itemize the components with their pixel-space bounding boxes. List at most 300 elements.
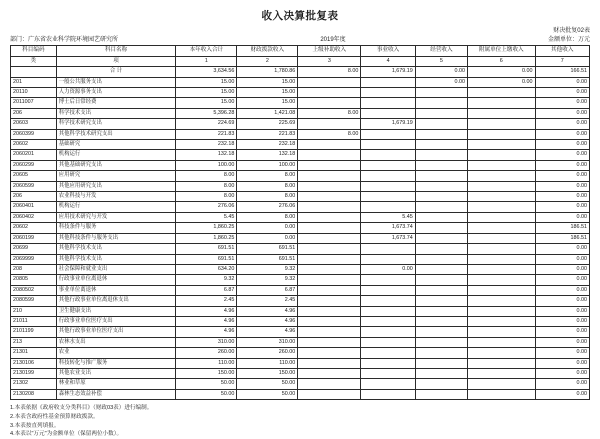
note-4: 4.本表以"万元"为金额单位（保留两位小数）。 — [10, 431, 123, 438]
table-row — [11, 88, 590, 98]
table-row — [11, 389, 590, 399]
table-body — [11, 67, 590, 400]
cell-total: 150.00 — [176, 368, 237, 378]
meta-year: 2019年度 — [320, 36, 346, 43]
header-col-superior: 上级补助收入 — [298, 46, 361, 56]
cell-other: 0.00 — [535, 140, 590, 150]
cell-superior — [298, 160, 361, 170]
cell-affiliate — [468, 129, 535, 139]
cell-operating — [415, 98, 467, 108]
cell-other: 0.00 — [535, 306, 590, 316]
cell-business — [361, 192, 415, 202]
cell-fiscal: 232.18 — [237, 140, 298, 150]
cell-superior — [298, 119, 361, 129]
colnum-6: 6 — [468, 56, 535, 66]
cell-name: 卫生健康支出 — [56, 306, 176, 316]
cell-superior: 8.00 — [298, 108, 361, 118]
table-row — [11, 150, 590, 160]
cell-superior — [298, 212, 361, 222]
cell-fiscal: 691.51 — [237, 254, 298, 264]
cell-other: 0.00 — [535, 98, 590, 108]
cell-other: 0.00 — [535, 389, 590, 399]
cell-other: 0.00 — [535, 348, 590, 358]
cell-affiliate — [468, 202, 535, 212]
cell-total: 110.00 — [176, 358, 237, 368]
cell-operating — [415, 389, 467, 399]
cell-fiscal: 4.96 — [237, 316, 298, 326]
cell-operating — [415, 327, 467, 337]
cell-code: 2011007 — [11, 98, 57, 108]
cell-total: 15.00 — [176, 77, 237, 87]
cell-code: 21301 — [11, 348, 57, 358]
cell-code: 206 — [11, 192, 57, 202]
cell-operating — [415, 306, 467, 316]
cell-business — [361, 348, 415, 358]
cell-affiliate — [468, 98, 535, 108]
cell-other: 0.00 — [535, 202, 590, 212]
meta-form-code: 财决批复02表 — [553, 28, 590, 34]
cell-business — [361, 358, 415, 368]
cell-business: 1,679.19 — [361, 67, 415, 77]
cell-operating — [415, 233, 467, 243]
cell-other: 0.00 — [535, 275, 590, 285]
cell-other: 0.00 — [535, 212, 590, 222]
colnum-5: 5 — [415, 56, 467, 66]
cell-name: 其他科学技术支出 — [56, 244, 176, 254]
cell-other: 0.00 — [535, 244, 590, 254]
cell-name: 应用技术研究与开发 — [56, 212, 176, 222]
cell-operating — [415, 212, 467, 222]
cell-name: 一般公共服务支出 — [56, 77, 176, 87]
cell-business — [361, 327, 415, 337]
cell-affiliate — [468, 358, 535, 368]
cell-operating — [415, 264, 467, 274]
cell-affiliate — [468, 181, 535, 191]
cell-business — [361, 389, 415, 399]
header-col-fiscal: 财政拨款收入 — [237, 46, 298, 56]
cell-superior — [298, 233, 361, 243]
cell-code: 2130208 — [11, 389, 57, 399]
cell-operating — [415, 244, 467, 254]
cell-operating — [415, 119, 467, 129]
cell-superior — [298, 202, 361, 212]
cell-fiscal: 225.69 — [237, 119, 298, 129]
cell-operating — [415, 192, 467, 202]
cell-total: 15.00 — [176, 98, 237, 108]
table-row — [11, 108, 590, 118]
table-row — [11, 368, 590, 378]
cell-other: 0.00 — [535, 379, 590, 389]
cell-affiliate — [468, 316, 535, 326]
cell-superior — [298, 88, 361, 98]
table-row — [11, 171, 590, 181]
cell-business — [361, 368, 415, 378]
meta-form-info — [548, 27, 590, 44]
meta-department: 部门：广东省农业科学院环境园艺研究所 — [10, 36, 119, 43]
cell-name: 基础研究 — [56, 140, 176, 150]
header-col-total: 本年收入合计 — [176, 46, 237, 56]
cell-fiscal: 9.32 — [237, 264, 298, 274]
cell-affiliate — [468, 348, 535, 358]
cell-name: 其他行政事业单位医疗支出 — [56, 327, 176, 337]
cell-code: 20603 — [11, 119, 57, 129]
cell-name: 其他应用研究支出 — [56, 181, 176, 191]
cell-affiliate — [468, 275, 535, 285]
cell-name: 其他农业支出 — [56, 368, 176, 378]
cell-business — [361, 129, 415, 139]
cell-code: 20605 — [11, 171, 57, 181]
cell-business — [361, 77, 415, 87]
cell-affiliate — [468, 171, 535, 181]
cell-total: 276.06 — [176, 202, 237, 212]
table-row — [11, 160, 590, 170]
cell-code: 208 — [11, 264, 57, 274]
cell-business — [361, 379, 415, 389]
cell-operating — [415, 379, 467, 389]
cell-fiscal: 150.00 — [237, 368, 298, 378]
cell-fiscal: 0.00 — [237, 233, 298, 243]
note-2: 2.本表含政府性基金预算财政拨款。 — [10, 413, 99, 420]
cell-other: 0.00 — [535, 181, 590, 191]
cell-operating — [415, 160, 467, 170]
table-row — [11, 264, 590, 274]
note-3: 3.本表按直列填报。 — [10, 422, 60, 429]
table-row — [11, 285, 590, 295]
cell-total: 691.51 — [176, 244, 237, 254]
cell-superior: 8.00 — [298, 67, 361, 77]
cell-affiliate — [468, 244, 535, 254]
table-row — [11, 306, 590, 316]
cell-fiscal: 310.00 — [237, 337, 298, 347]
cell-name: 科技条件与服务 — [56, 223, 176, 233]
cell-fiscal: 50.00 — [237, 389, 298, 399]
cell-total: 9.32 — [176, 275, 237, 285]
cell-code: 20699 — [11, 244, 57, 254]
cell-affiliate — [468, 160, 535, 170]
cell-code: 201 — [11, 77, 57, 87]
cell-name: 其他科学技术研究支出 — [56, 129, 176, 139]
cell-fiscal: 8.00 — [237, 171, 298, 181]
cell-code — [11, 67, 57, 77]
cell-business — [361, 337, 415, 347]
cell-name: 合 计 — [56, 67, 176, 77]
cell-business: 1,673.74 — [361, 233, 415, 243]
table-row — [11, 316, 590, 326]
cell-name: 其他科学技术支出 — [56, 254, 176, 264]
cell-total: 100.00 — [176, 160, 237, 170]
cell-superior — [298, 244, 361, 254]
cell-code: 210 — [11, 306, 57, 316]
table-row — [11, 233, 590, 243]
table-row — [11, 129, 590, 139]
table-row — [11, 192, 590, 202]
cell-other: 0.00 — [535, 368, 590, 378]
cell-superior: 8.00 — [298, 129, 361, 139]
table-row — [11, 254, 590, 264]
cell-fiscal: 9.32 — [237, 275, 298, 285]
note-1: 1.本表依据《政府收支分类科目》（财政03表）进行编制。 — [10, 405, 153, 412]
table-row — [11, 358, 590, 368]
table-row — [11, 379, 590, 389]
cell-business: 5.45 — [361, 212, 415, 222]
header-col-code: 科目编码 — [11, 46, 57, 56]
table-row — [11, 98, 590, 108]
cell-other: 0.00 — [535, 285, 590, 295]
cell-superior — [298, 337, 361, 347]
cell-affiliate: 0.00 — [468, 67, 535, 77]
cell-other: 0.00 — [535, 129, 590, 139]
cell-business — [361, 296, 415, 306]
cell-operating — [415, 316, 467, 326]
table-row — [11, 348, 590, 358]
cell-business: 1,673.74 — [361, 223, 415, 233]
cell-name: 社会保障和就业支出 — [56, 264, 176, 274]
cell-business — [361, 316, 415, 326]
cell-code: 20110 — [11, 88, 57, 98]
cell-code: 21011 — [11, 316, 57, 326]
cell-code: 2130199 — [11, 368, 57, 378]
cell-superior — [298, 379, 361, 389]
cell-code: 2069999 — [11, 254, 57, 264]
header-col-name: 科目名称 — [56, 46, 176, 56]
cell-business — [361, 150, 415, 160]
table-row — [11, 140, 590, 150]
cell-superior — [298, 348, 361, 358]
cell-affiliate — [468, 379, 535, 389]
cell-total: 260.00 — [176, 348, 237, 358]
cell-fiscal: 6.87 — [237, 285, 298, 295]
cell-code: 213 — [11, 337, 57, 347]
cell-other: 0.00 — [535, 150, 590, 160]
colnum-1: 1 — [176, 56, 237, 66]
cell-operating — [415, 140, 467, 150]
page-title: 收入决算批复表 — [261, 11, 339, 22]
cell-other: 0.00 — [535, 171, 590, 181]
revenue-table — [10, 45, 590, 400]
cell-code: 2101199 — [11, 327, 57, 337]
cell-operating — [415, 337, 467, 347]
cell-operating — [415, 150, 467, 160]
header-col-operating: 经营收入 — [415, 46, 467, 56]
cell-fiscal: 8.00 — [237, 181, 298, 191]
cell-affiliate — [468, 223, 535, 233]
cell-operating — [415, 368, 467, 378]
cell-operating — [415, 108, 467, 118]
cell-name: 森林生态效益补偿 — [56, 389, 176, 399]
cell-superior — [298, 296, 361, 306]
cell-code: 2080502 — [11, 285, 57, 295]
cell-affiliate — [468, 285, 535, 295]
cell-operating — [415, 171, 467, 181]
cell-total: 132.18 — [176, 150, 237, 160]
cell-operating — [415, 181, 467, 191]
cell-superior — [298, 98, 361, 108]
cell-business — [361, 140, 415, 150]
table-row — [11, 212, 590, 222]
cell-affiliate — [468, 88, 535, 98]
cell-business — [361, 254, 415, 264]
cell-other: 0.00 — [535, 358, 590, 368]
cell-total: 50.00 — [176, 379, 237, 389]
cell-superior — [298, 192, 361, 202]
cell-superior — [298, 275, 361, 285]
cell-name: 科技转化与推广服务 — [56, 358, 176, 368]
cell-operating — [415, 202, 467, 212]
cell-operating — [415, 348, 467, 358]
cell-total: 15.00 — [176, 88, 237, 98]
cell-other: 186.51 — [535, 223, 590, 233]
colnum-3: 3 — [298, 56, 361, 66]
cell-superior — [298, 327, 361, 337]
table-row — [11, 67, 590, 77]
cell-total: 5.45 — [176, 212, 237, 222]
cell-other: 0.00 — [535, 254, 590, 264]
cell-total: 8.00 — [176, 181, 237, 191]
cell-name: 机构运行 — [56, 150, 176, 160]
cell-superior — [298, 254, 361, 264]
cell-affiliate — [468, 296, 535, 306]
table-row — [11, 77, 590, 87]
cell-superior — [298, 285, 361, 295]
cell-fiscal: 1,780.86 — [237, 67, 298, 77]
cell-business — [361, 88, 415, 98]
cell-name: 博士后日常经费 — [56, 98, 176, 108]
cell-operating: 0.00 — [415, 67, 467, 77]
cell-fiscal: 260.00 — [237, 348, 298, 358]
cell-superior — [298, 181, 361, 191]
cell-business — [361, 181, 415, 191]
cell-name: 其他基础研究支出 — [56, 160, 176, 170]
cell-fiscal: 4.96 — [237, 306, 298, 316]
cell-affiliate — [468, 264, 535, 274]
cell-fiscal: 2.45 — [237, 296, 298, 306]
cell-fiscal: 15.00 — [237, 88, 298, 98]
cell-affiliate — [468, 119, 535, 129]
subheader-item: 项 — [56, 56, 176, 66]
cell-total: 6.87 — [176, 285, 237, 295]
cell-total: 3,634.56 — [176, 67, 237, 77]
cell-business — [361, 285, 415, 295]
cell-operating — [415, 223, 467, 233]
cell-name: 其他科技条件与服务支出 — [56, 233, 176, 243]
cell-total: 634.20 — [176, 264, 237, 274]
cell-affiliate — [468, 306, 535, 316]
cell-total: 4.96 — [176, 327, 237, 337]
cell-code: 2060299 — [11, 160, 57, 170]
cell-fiscal: 0.00 — [237, 223, 298, 233]
cell-superior — [298, 264, 361, 274]
cell-fiscal: 15.00 — [237, 77, 298, 87]
cell-code: 2060402 — [11, 212, 57, 222]
cell-fiscal: 691.51 — [237, 244, 298, 254]
cell-total: 232.18 — [176, 140, 237, 150]
cell-code: 20602 — [11, 140, 57, 150]
cell-total: 691.51 — [176, 254, 237, 264]
cell-affiliate — [468, 389, 535, 399]
cell-operating — [415, 285, 467, 295]
cell-fiscal: 15.00 — [237, 98, 298, 108]
cell-other: 0.00 — [535, 327, 590, 337]
cell-fiscal: 50.00 — [237, 379, 298, 389]
cell-total: 8.00 — [176, 192, 237, 202]
document-meta — [10, 27, 590, 44]
cell-name: 应用研究 — [56, 171, 176, 181]
cell-other: 0.00 — [535, 337, 590, 347]
cell-operating — [415, 88, 467, 98]
cell-code: 2080599 — [11, 296, 57, 306]
cell-fiscal: 132.18 — [237, 150, 298, 160]
cell-business — [361, 171, 415, 181]
cell-superior — [298, 389, 361, 399]
cell-code: 2060199 — [11, 233, 57, 243]
cell-fiscal: 4.96 — [237, 327, 298, 337]
cell-affiliate — [468, 140, 535, 150]
cell-total: 8.00 — [176, 171, 237, 181]
cell-fiscal: 100.00 — [237, 160, 298, 170]
cell-superior — [298, 316, 361, 326]
table-notes — [10, 404, 590, 439]
cell-fiscal: 1,421.08 — [237, 108, 298, 118]
cell-other: 166.51 — [535, 67, 590, 77]
cell-name: 机构运行 — [56, 202, 176, 212]
cell-name: 林业和草原 — [56, 379, 176, 389]
cell-superior — [298, 223, 361, 233]
cell-total: 310.00 — [176, 337, 237, 347]
cell-name: 事业单位离退休 — [56, 285, 176, 295]
table-row — [11, 337, 590, 347]
cell-business — [361, 244, 415, 254]
colnum-7: 7 — [535, 56, 590, 66]
cell-operating — [415, 254, 467, 264]
cell-affiliate — [468, 327, 535, 337]
cell-fiscal: 110.00 — [237, 358, 298, 368]
cell-other: 0.00 — [535, 108, 590, 118]
header-col-business: 事业收入 — [361, 46, 415, 56]
cell-name: 农业 — [56, 348, 176, 358]
table-row — [11, 296, 590, 306]
table-row — [11, 327, 590, 337]
cell-business — [361, 98, 415, 108]
cell-name: 科学技术研究支出 — [56, 119, 176, 129]
cell-name: 行政事业单位医疗支出 — [56, 316, 176, 326]
cell-affiliate — [468, 368, 535, 378]
colnum-2: 2 — [237, 56, 298, 66]
cell-total: 221.83 — [176, 129, 237, 139]
cell-total: 50.00 — [176, 389, 237, 399]
cell-business — [361, 108, 415, 118]
meta-amount-unit: 金额单位：万元 — [547, 36, 590, 43]
cell-affiliate — [468, 150, 535, 160]
cell-business — [361, 202, 415, 212]
table-row — [11, 223, 590, 233]
colnum-4: 4 — [361, 56, 415, 66]
cell-other: 0.00 — [535, 264, 590, 274]
cell-other: 0.00 — [535, 316, 590, 326]
cell-other: 0.00 — [535, 192, 590, 202]
cell-fiscal: 276.06 — [237, 202, 298, 212]
cell-operating: 0.00 — [415, 77, 467, 87]
cell-affiliate — [468, 108, 535, 118]
cell-total: 224.69 — [176, 119, 237, 129]
cell-name: 人力资源事务支出 — [56, 88, 176, 98]
cell-superior — [298, 171, 361, 181]
cell-name: 科学技术支出 — [56, 108, 176, 118]
cell-business — [361, 275, 415, 285]
cell-code: 2060599 — [11, 181, 57, 191]
cell-other: 0.00 — [535, 88, 590, 98]
cell-affiliate — [468, 192, 535, 202]
cell-affiliate: 0.00 — [468, 77, 535, 87]
